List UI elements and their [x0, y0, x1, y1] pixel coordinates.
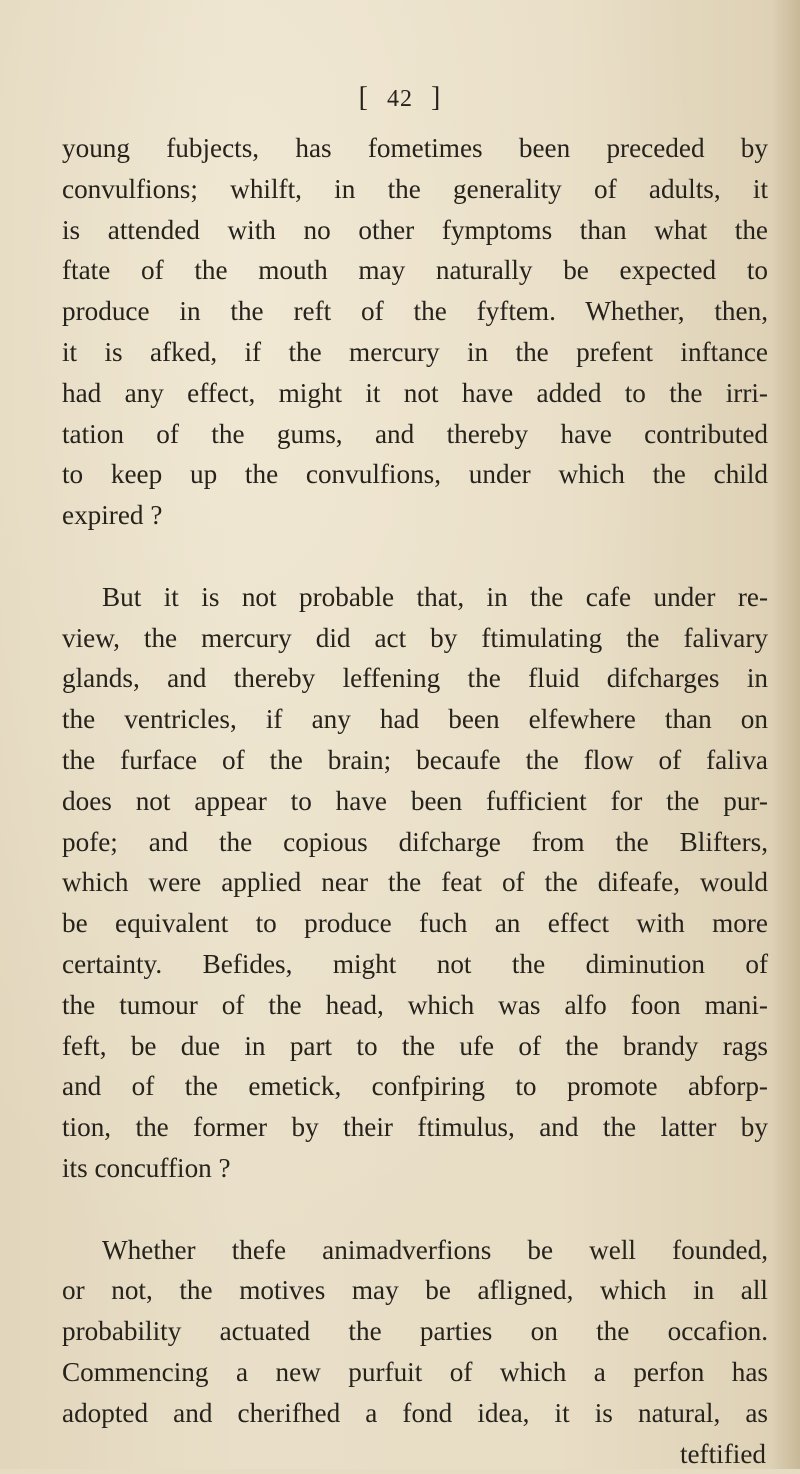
- text-line: probability actuated the parties on the occafion.: [62, 1311, 768, 1352]
- text-line: the furface of the brain; becaufe the flow of faliva: [62, 740, 768, 781]
- text-line: certainty. Befides, might not the diminution of: [62, 944, 768, 985]
- text-line: pofe; and the copious difcharge from the Blifters,: [62, 822, 768, 863]
- text-line: the tumour of the head, which was alfo foon mani-: [62, 985, 768, 1026]
- text-line: be equivalent to produce fuch an effect with more: [62, 903, 768, 944]
- text-line: does not appear to have been fufficient for the pur-: [62, 781, 768, 822]
- catchword: teftified: [62, 1434, 768, 1474]
- text-line: its concuffion ?: [62, 1148, 768, 1189]
- text-line: Commencing a new purfuit of which a perfon has: [62, 1352, 768, 1393]
- text-line: to keep up the convulfions, under which the child: [62, 454, 768, 495]
- paragraph-gap: [62, 536, 768, 577]
- paragraph-gap: [62, 1189, 768, 1230]
- text-line: it is afked, if the mercury in the prefent inftance: [62, 332, 768, 373]
- text-line: glands, and thereby leffening the fluid difcharges in: [62, 658, 768, 699]
- paragraph-3: [62, 1230, 768, 1474]
- text-line: produce in the reft of the fyftem. Whether, then,: [62, 291, 768, 332]
- text-line: which were applied near the feat of the difeafe, would: [62, 862, 768, 903]
- text-line: is attended with no other fymptoms than what the: [62, 210, 768, 251]
- page-edge-shadow: [770, 0, 800, 1469]
- header-close-bracket: ]: [431, 82, 441, 113]
- paragraph-2: [62, 577, 768, 1189]
- body-text: [62, 128, 768, 1474]
- text-line: feft, be due in part to the ufe of the brandy rags: [62, 1026, 768, 1067]
- text-line: convulfions; whilft, in the generality of adults, it: [62, 169, 768, 210]
- text-line: tion, the former by their ftimulus, and the latter by: [62, 1107, 768, 1148]
- page-header: [0, 82, 800, 114]
- text-line: or not, the motives may be afligned, which in all: [62, 1270, 768, 1311]
- page-number: 42: [387, 86, 413, 112]
- text-line: had any effect, might it not have added to the irri-: [62, 373, 768, 414]
- header-open-bracket: [: [359, 82, 369, 113]
- text-line: adopted and cherifhed a fond idea, it is natural, as: [62, 1393, 768, 1434]
- text-line: ftate of the mouth may naturally be expected to: [62, 250, 768, 291]
- text-line: tation of the gums, and thereby have contributed: [62, 414, 768, 455]
- text-line: But it is not probable that, in the cafe under re-: [62, 577, 768, 618]
- text-line: Whether thefe animadverfions be well founded,: [62, 1230, 768, 1271]
- text-line: expired ?: [62, 495, 768, 536]
- text-line: the ventricles, if any had been elfewhere than on: [62, 699, 768, 740]
- text-line: and of the emetick, confpiring to promote abforp-: [62, 1066, 768, 1107]
- text-line: view, the mercury did act by ftimulating the falivary: [62, 618, 768, 659]
- text-line: young fubjects, has fometimes been preceded by: [62, 128, 768, 169]
- paragraph-1: [62, 128, 768, 536]
